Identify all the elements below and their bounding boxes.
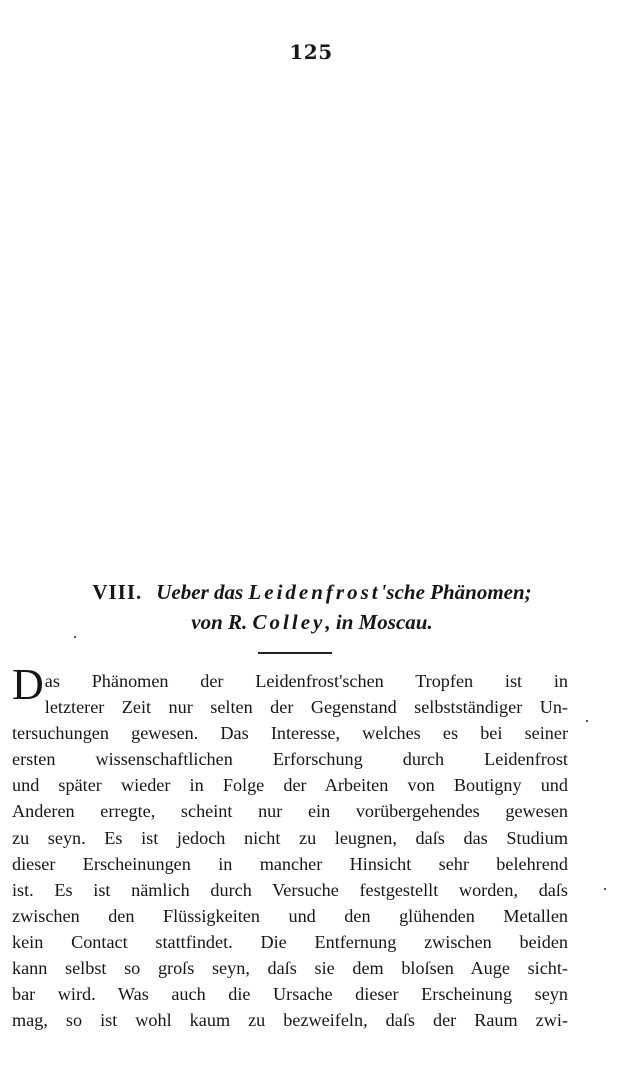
- heading-line-1: [14, 577, 610, 607]
- body-line: letzterer Zeit nur selten der Gegenstand selbstständiger Un-: [44, 697, 568, 718]
- body-line: mag, so ist wohl kaum zu bezweifeln, daſs der Raum zwi-: [12, 1010, 568, 1031]
- body-line: bar wird. Was auch die Ursache dieser Erscheinung seyn: [12, 984, 568, 1005]
- body-line: dieser Erscheinungen in mancher Hinsicht sehr belehrend: [12, 853, 568, 874]
- body-line-text: as Phänomen der Leidenfrost'schen Tropfen ist in: [44, 671, 568, 691]
- drop-cap: D: [12, 660, 44, 709]
- heading-divider: [258, 652, 332, 654]
- body-line: und später wieder in Folge der Arbeiten von Boutigny und: [12, 775, 568, 796]
- heading-title-name: Leidenfrost: [248, 580, 381, 604]
- body-line: kein Contact stattfindet. Die Entfernung zwischen beiden: [12, 931, 568, 952]
- heading-title-part1: Ueber das: [156, 580, 249, 604]
- body-line: zu seyn. Es ist jedoch nicht zu leugnen, daſs das Studium: [12, 827, 568, 848]
- heading-byline-prefix: von: [191, 610, 229, 634]
- author-name: Colley: [252, 610, 326, 634]
- heading-byline-suffix: , in Moscau.: [325, 610, 433, 634]
- body-line: ist. Es ist nämlich durch Versuche festgestellt worden, daſs: [12, 879, 568, 900]
- heading-line-2: [14, 607, 610, 637]
- body-line: zwischen den Flüssigkeiten und den glühenden Metallen: [12, 905, 568, 926]
- page-number: 125: [289, 40, 333, 64]
- article-body: [12, 660, 568, 1033]
- body-line: Anderen erregte, scheint nur ein vorübergehendes gewesen: [12, 801, 568, 822]
- heading-title-part2: 'sche Phänomen;: [380, 580, 532, 604]
- body-line: tersuchungen gewesen. Das Interesse, welches es bei seiner: [12, 723, 568, 744]
- print-speck: [604, 888, 606, 890]
- print-speck: [74, 636, 76, 638]
- author-initial: R.: [228, 610, 253, 634]
- article-heading: [14, 577, 610, 637]
- body-line: kann selbst so groſs seyn, daſs sie dem bloſsen Auge sicht-: [12, 958, 568, 979]
- section-numeral: VIII.: [92, 580, 143, 604]
- print-speck: [586, 720, 588, 722]
- body-line: ersten wissenschaftlichen Erforschung durch Leidenfrost: [12, 749, 568, 770]
